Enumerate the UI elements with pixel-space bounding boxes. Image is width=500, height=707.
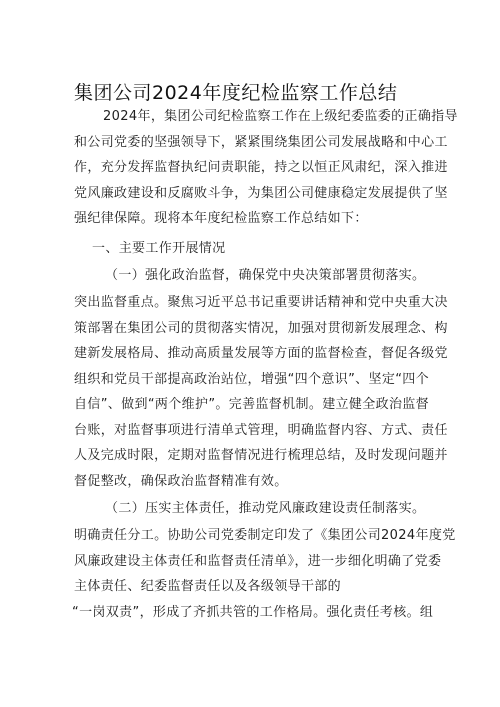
body-text-line: 策部署在集团公司的贯彻落实情况，加强对贯彻新发展理念、构 (74, 320, 448, 336)
section-1-heading (92, 236, 226, 262)
body-text-line: 明确责任分工。协助公司党委制定印发了《集团公司2024年度党 (74, 528, 456, 543)
subsection-1-heading (105, 263, 425, 289)
body-text-line: 督促整改，确保政治监督精准有效。 (74, 473, 288, 489)
intro-text-line: 党风廉政建设和反腐败斗争，为集团公司健康稳定发展提供了坚 (74, 185, 448, 201)
subsection-2-body (74, 523, 456, 625)
intro-line-1 (103, 104, 458, 130)
body-text-line: 突出监督重点。聚焦习近平总书记重要讲话精神和党中央重大决 (74, 295, 448, 310)
body-text-line: 主体责任、纪委监督责任以及各级领导干部的 (74, 579, 342, 594)
body-text-line: 风廉政建设主体责任和监督责任清单》，进一步细化明确了党委 (74, 553, 442, 569)
document-title: 集团公司2024年度纪检监察工作总结 (74, 82, 398, 104)
body-text-line: 组织和党员干部提高政治站位，增强“四个意识”、坚定“四个 (74, 371, 430, 387)
section-heading-text: 一、主要工作开展情况 (92, 241, 226, 256)
body-text-line: 人及完成时限，定期对监督情况进行梳理总结，及时发现问题并 (74, 448, 448, 463)
intro-text-line: 和公司党委的坚强领导下，紧紧围绕集团公司发展战略和中心工 (74, 134, 448, 150)
intro-text-line: 2024年，集团公司纪检监察工作在上级纪委监委的正确指导 (103, 109, 458, 124)
body-text-line: “一岗双责”，形成了齐抓共管的工作格局。强化责任考核。组 (72, 604, 434, 620)
subsection-1-body (74, 290, 448, 494)
body-text-line: 自信”、做到“两个维护”。完善监督机制。建立健全政治监督 (74, 397, 430, 412)
intro-body (74, 130, 448, 232)
subsection-2-heading (105, 496, 425, 522)
subsection-heading-text: （二）压实主体责任，推动党风廉政建设责任制落实。 (105, 501, 426, 516)
subsection-heading-text: （一）强化政治监督，确保党中央决策部署贯彻落实。 (105, 268, 426, 283)
intro-text-line: 作，充分发挥监督执纪问责职能，持之以恒正风肃纪，深入推进 (74, 160, 448, 175)
body-text-line: 台账，对监督事项进行清单式管理，明确监督内容、方式、责任 (74, 422, 448, 438)
body-text-line: 建新发展格局、推动高质量发展等方面的监督检查，督促各级党 (74, 346, 448, 361)
intro-text-line: 强纪律保障。现将本年度纪检监察工作总结如下： (74, 211, 368, 226)
